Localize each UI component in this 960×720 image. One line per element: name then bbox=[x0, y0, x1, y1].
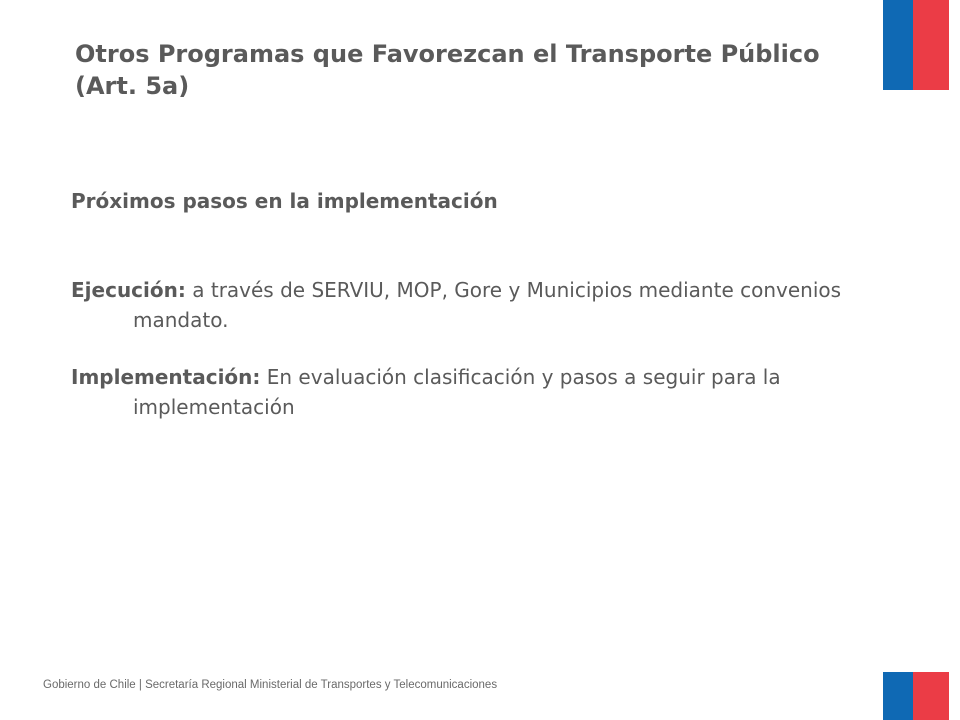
chile-flag-top-logo bbox=[883, 0, 949, 90]
footer-text: Gobierno de Chile | Secretaría Regional Ministerial de Transportes y Telecomunicaciones bbox=[43, 679, 498, 691]
chile-flag-bottom-logo bbox=[883, 672, 949, 720]
bullet-lead: Ejecución: bbox=[71, 278, 186, 302]
slide-subtitle: Próximos pasos en la implementación bbox=[71, 189, 498, 213]
slide-title: Otros Programas que Favorezcan el Transporte Público (Art. 5a) bbox=[75, 40, 820, 100]
bullet-text: a través de SERVIU, MOP, Gore y Municipios mediante convenios mandato. bbox=[133, 278, 842, 332]
bullet-text: En evaluación clasificación y pasos a seguir para la implementación bbox=[133, 365, 781, 419]
flag-blue-stripe bbox=[883, 0, 913, 90]
flag-red-stripe bbox=[913, 0, 949, 90]
flag-blue-stripe bbox=[883, 672, 913, 720]
bullet-implementacion bbox=[71, 362, 853, 422]
flag-red-stripe bbox=[913, 672, 949, 720]
bullet-ejecucion bbox=[71, 275, 853, 335]
bullet-lead: Implementación: bbox=[71, 365, 261, 389]
